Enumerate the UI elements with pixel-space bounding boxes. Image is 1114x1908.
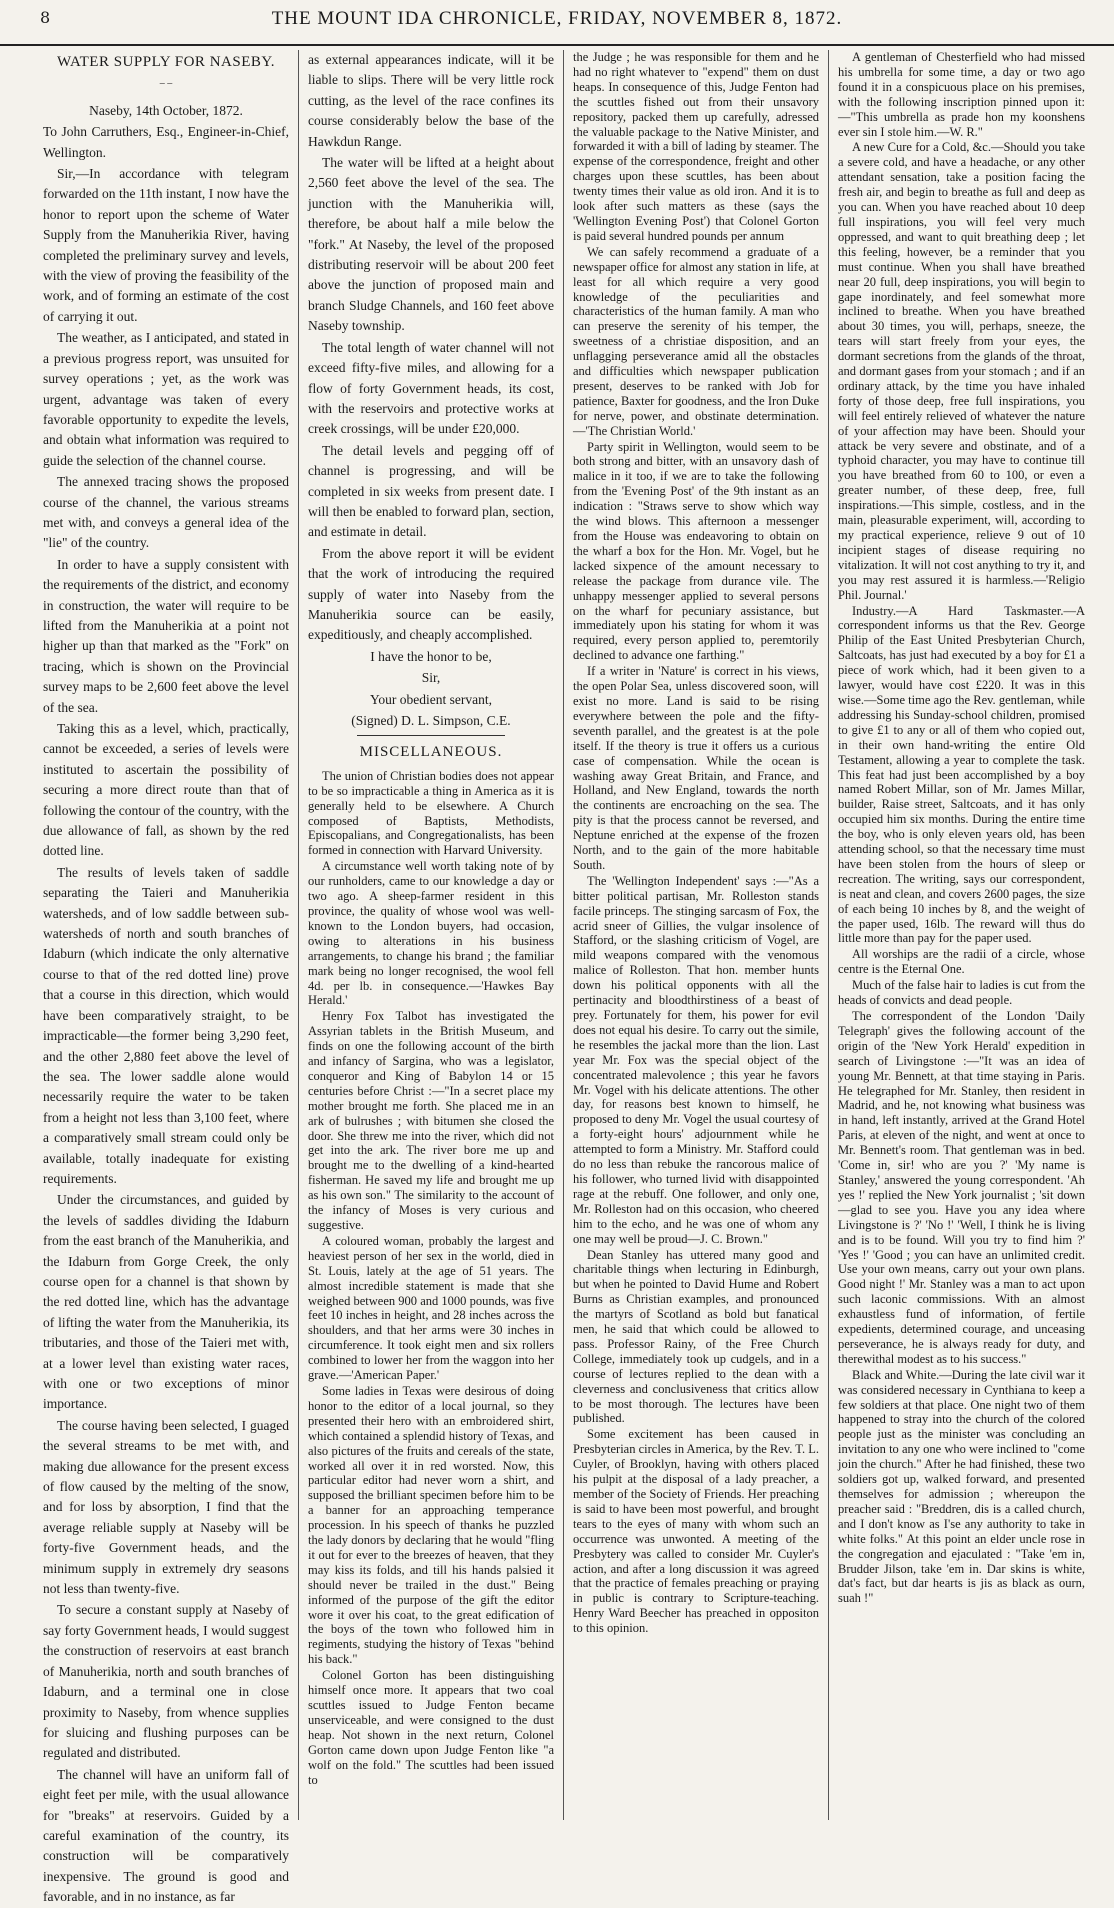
paragraph: The weather, as I anticipated, and stated in a previous progress report, was unsuited for survey operations ; yet, as the work was urgent, advantage was taken of every favorable opportunity to expedite the levels, and obtain what information was required to guide the selection of the channel course. — [43, 330, 289, 468]
paragraph: Industry.—A Hard Taskmaster.—A correspondent informs us that the Rev. George Philip of the East United Presbyterian Church, Saltcoats, has just had executed by a boy for £1 a piece of work which, had it been given to a lawyer, would have cost £220. It was in this wise.—Some time ago the Rev. gentleman, while addressing his Sunday-school children, promised to give £1 to any or all of them who copied out, in their own hand-writing the entire Old Testament, allowing a year to complete the task. This feat had just been accomplished by a boy named Robert Millar, son of Mr. James Millar, builder, Raise street, Saltcoats, and it has only occupied him six months. During the entire time the boy, who is only eleven years old, has been attending school, so that the necessary time must have been stolen from the hours of sleep or recreation. The writing, says our correspondent, is neat and clean, and covers 2600 pages, the size of each being 10 inches by 8, and the weight of the paper used, 16lb. The reward will thus do little more than pay for the paper used. — [838, 603, 1085, 946]
article-columns — [34, 50, 1094, 1905]
paragraph: In order to have a supply consistent with the requirements of the district, and economy in construction, the water will require to be lifted from the Manuherikia at a point not higher up than that marked as the "Fork" on tracing, which is shown on the Provincial survey maps to be 2,600 feet above the level of the sea. — [43, 556, 289, 715]
paragraph: The detail levels and pegging off of channel is progressing, and will be completed in six weeks from present date. I will then be enabled to forward plan, section, and estimate in detail. — [308, 442, 554, 540]
paragraph: The 'Wellington Independent' says :—"As a bitter political partisan, Mr. Rolleston stands facile princeps. The stinging sarcasm of Fox, the acrid sneer of Gillies, the vulgar insolence of Stafford, or the slashing criticism of Vogel, are mild weapons compared with the venomous malice of Rolleston. That hon. member hunts down his political opponents with all the pertinacity and bloodthirstiness of a beast of prey. Fortunately for them, his power for evil does not equal his desire. To carry out the simile, he resembles the jackal more than the lion. Last year Mr. Fox was the special object of the concentrated malevolence ; this year he favors Mr. Vogel with his delicate attentions. The other day, for reasons best known to himself, he proposed to deny Mr. Vogel the usual courtesy of a forty-eight hours' adjournment while he attempted to form a Ministry. Mr. Stafford could do no less than rebuke the rancorous malice of his follower, who turned livid with disappointed rage at the rebuff. One follower, and only one, Mr. Rolleston had on this occasion, who cheered him to the echo, and he was one of whom any one may well be proud—J. C. Brown." — [573, 873, 819, 1246]
paragraph: The annexed tracing shows the proposed course of the channel, the various streams met with, and conveys a general idea of the "lie" of the country. — [43, 474, 289, 551]
paragraph: We can safely recommend a graduate of a newspaper office for almost any station in life, at least for all which require a very good knowledge of the peculiarities and characteristics of the human family. A man who can preserve the serenity of his temper, the sweetness of a christiae disposition, and an unflagging perseverance amid all the obstacles and difficulties which newspaper publication present, deserves to be ranked with Job for patience, Baxter for goodness, and the Iron Duke for nerve, power, and obstinate determination.—'The Christian World.' — [573, 244, 819, 438]
paragraph: The water will be lifted at a height about 2,560 feet above the level of the sea. The junction with the Manuherikia will, therefore, be about half a mile below the "fork." At Naseby, the level of the proposed distributing reservoir will be about 200 feet above the junction of proposed main and branch Sludge Channels, and 160 feet above Naseby township. — [308, 155, 554, 334]
paragraph: Party spirit in Wellington, would seem to be both strong and bitter, with an unsavory dash of malice in it too, if we are to take the following from the 'Evening Post' of the 9th instant as an indication : "Straws serve to show which way the wind blows. This afternoon a messenger from the House was endeavoring to obtain on the wharf a box for the Hon. Mr. Vogel, but he lacked sixpence of the amount necessary to release the package from durance vile. The unhappy messenger applied to several persons on the wharf for pecuniary assistance, but immediately upon his stating for whom it was required, every person applied to, peremtorily declined to advance one farthing." — [573, 439, 819, 663]
paragraph: A coloured woman, probably the largest and heaviest person of her sex in the world, died in St. Louis, lately at the age of 51 years. The almost incredible statement is made that she weighed between 900 and 1000 pounds, was five feet 10 inches in height, and 28 inches across the shoulders, and that her arms were 30 inches in circumference. It took eight men and six rollers combined to lower her from the waggon into her grave.—'American Paper.' — [308, 1233, 554, 1383]
section-title-miscellaneous: MISCELLANEOUS. — [359, 744, 503, 761]
water-supply-body-1 — [43, 164, 289, 1908]
paragraph: the Judge ; he was responsible for them and he had no right whatever to "expend" them on dust heaps. In consequence of this, Judge Fenton had the scuttles fished out from their unsavory repository, packed them up carefully, adressed the valuable package to the Native Minister, and forwarded it with a bill of lading by steamer. The expense of the correspondence, freight and other charges upon these scuttles, has been about twenty times their value as old iron. And it is to look after such matters as these (says the 'Wellington Evening Post') that Colonel Gorton is paid several hundred pounds per annum — [573, 50, 819, 243]
paragraph: as external appearances indicate, will it be liable to slips. There will be very little rock cutting, as the level of the race confines its course considerably below the base of the Hawkdun Range. — [308, 52, 554, 149]
page-header — [0, 0, 1114, 46]
water-supply-body-2 — [308, 50, 554, 731]
paragraph: All worships are the radii of a circle, whose centre is the Eternal One. — [838, 947, 1085, 977]
paragraph: Colonel Gorton has been distinguishing himself once more. It appears that two coal scuttles issued to Judge Fenton became unserviceable, and were consigned to the dust heap. Not shown in the next return, Colonel Gorton came down upon Judge Fenton like "a wolf on the fold." The scuttles had been issued to — [308, 1668, 554, 1787]
column-4 — [829, 50, 1094, 1820]
title-ornament: – – — [159, 78, 173, 90]
section-divider — [357, 735, 505, 736]
paragraph: Henry Fox Talbot has investigated the Assyrian tablets in the British Museum, and finds on one the following account of the birth and infancy of Sargina, who was a legislator, conqueror and King of Babylon 14 or 15 centuries before Christ :—"In a secret place my mother brought me forth. She placed me in an ark of bulrushes ; with bitumen she closed the door. She threw me into the river, which did not get into the ark. The river bore me up and brought me to the dwelling of a kind-hearted fisherman. He saved my life and brought me up as his own son." The similarity to the account of the infancy of Moses is very curious and suggestive. — [308, 1009, 554, 1232]
masthead: THE MOUNT IDA CHRONICLE, FRIDAY, NOVEMBER 8, 1872. — [271, 8, 843, 29]
paragraph: Taking this as a level, which, practically, cannot be exceeded, a series of levels were instituted to ascertain the possibility of securing a more direct route than that of following the contour of the country, with the due allowance of fall, as shown by the red dotted line. — [43, 721, 289, 859]
closing-line: I have the honor to be, — [370, 648, 492, 664]
paragraph: From the above report it will be evident that the work of introducing the required supply of water into Naseby from the Manuherikia source can be easily, expeditiously, and cheaply accomplished. — [308, 545, 554, 643]
closing-line: Sir, — [421, 670, 441, 686]
paragraph: Sir,—In accordance with telegram forwarded on the 11th instant, I now have the honor to report upon the scheme of Water Supply from the Manuherikia River, having completed the preliminary survey and levels, with the view of proving the feasibility of the work, and of forming an estimate of the cost of carrying it out. — [43, 166, 289, 324]
paragraph: The results of levels taken of saddle separating the Taieri and Manuherikia watersheds, and of low saddle between sub-watersheds of north and south branches of Idaburn (which indicate the only alternative course to that of the red dotted line) prove that a course in this direction, which would have been comparatively straight, to be impracticable—the former being 3,290 feet, and the other 2,880 feet above the level of the sea. The lower saddle alone would necessarily require the water to be taken from a height not less than 3,100 feet, where a comparatively small stream could only be available, totally inadequate for existing requirements. — [43, 864, 289, 1186]
paragraph: Much of the false hair to ladies is cut from the heads of convicts and dead people. — [838, 978, 1085, 1008]
paragraph: If a writer in 'Nature' is correct in his views, the open Polar Sea, unless discovered soon, will exist no more. Land is said to be rising everywhere between the pole and the fifty-seventh parallel, and the greatest is at the pole itself. If the theory is true it offers us a curious case of compensation. While the ocean is washing away Great Britain, and France, and Holland, and New England, towards the north the continents are encroaching on the sea. The pity is that the process cannot be reversed, and Neptune enriched at the expense of the frozen North, and to the gain of the more habitable South. — [573, 664, 819, 872]
article-title-water-supply: WATER SUPPLY FOR NASEBY. — [56, 54, 276, 70]
paragraph: Under the circumstances, and guided by the levels of saddles dividing the Idaburn from the east branch of the Manuherikia, and the Idaburn from Gorge Creek, the only course open for a channel is that shown by the red dotted line, which has the advantage of lifting the water from the Manuherikia, its tributaries, and those of the Taieri met with, at a lower level than existing water races, with one or two exceptions of minor importance. — [43, 1192, 289, 1412]
paragraph: The union of Christian bodies does not appear to be so impracticable a thing in America as it is generally held to be elsewhere. A Church composed of Baptists, Methodists, Episcopalians, and Congregationalists, has been formed in connection with Harvard University. — [308, 768, 554, 858]
paragraph: A gentleman of Chesterfield who had missed his umbrella for some time, a day or two ago found it in a conspicuous place on his premises, with the following inscription pinned upon it:—"This umbrella as prade hon my koonshens ever sin I stole him.—W. R." — [838, 50, 1085, 139]
paragraph: The total length of water channel will not exceed fifty-five miles, and allowing for a flow of forty Government heads, its cost, with the reservoirs and protective works at creek crossings, will be under £20,000. — [308, 339, 554, 437]
article-addressee: To John Carruthers, Esq., Engineer-in-Chief, Wellington. — [43, 124, 289, 160]
signature: (Signed) D. L. Simpson, C.E. — [351, 713, 511, 728]
column-2 — [299, 50, 564, 1820]
column-3 — [564, 50, 829, 1820]
paragraph: The correspondent of the London 'Daily Telegraph' gives the following account of the origin of the 'New York Herald' expedition in search of Livingstone :—"It was an idea of young Mr. Bennett, at that time staying in Paris. He telegraphed for Mr. Stanley, then resident in Madrid, and he, not knowing what business was in hand, left instantly, arrived at the Grand Hotel Paris, at eleven of the night, and went at once to Mr. Bennett's room. That gentleman was in bed. 'Come in, sir! who are you ?' 'My name is Stanley,' answered the young correspondent. 'Ah yes !' replied the New York journalist ; 'sit down—glad to see you. Have you any idea where Livingstone is ?' 'No !' 'Well, I think he is living and is to be found. Will you try to find him ?' 'Yes !' 'Good ; you can have an unlimited credit. Use your own means, carry out your own plans. Good night !' Mr. Stanley was a man to act upon such laconic commissions. With an almost exhaustless fund of information, of fertile expedients, determined courage, and unceasing perseverance, he is always ready for duty, and therewithal modest as to his success." — [838, 1009, 1085, 1366]
paragraph: A new Cure for a Cold, &c.—Should you take a severe cold, and have a headache, or any other attendant sensation, take a position facing the fresh air, and begin to breathe as full and deep as you can. When you have reached about 10 deep full inspirations, you will feel very much oppressed, and want to quit breathing deep ; let this feeling, however, be a reminder that you must continue. When you shall have breathed near 20 full, deep inspirations, you will begin to gape inordinately, and feel somewhat more inclined to breathe. When you have breathed about 30 times, you will, perhaps, sneeze, the tears will start freely from your eyes, the dormant secretions from the glands of the throat, and dormant gases from your stomach ; and if an ordinary attack, by the time you have inhaled forty of those deep, free full inspirations, you will feel entirely relieved of whatever the nature of your affection may have been. Should your attack be very severe and obstinate, and of a typhoid character, you may have to continue till you have breathed from 60 to 100, or even a greater number, of these deep, free, full inspirations.—This simple, costless, and in the main, pleasurable experiment, will, according to my practical experience, relieve 9 out of 10 incipient stages of disease requiring no vitalization. It will not cost anything to try it, and you may rest assured it is harmless.—'Religio Phil. Journal.' — [838, 140, 1085, 602]
paragraph: Some ladies in Texas were desirous of doing honor to the editor of a local journal, so they presented their hero with an embroidered shirt, which contained a splendid history of Texas, and also pictures of the fruits and cereals of the state, worked all over it in red worsted. Now, this particular editor had never worn a shirt, and supposed the brilliant specimen before him to be a banner for an approaching temperance procession. In his speech of thanks he puzzled the lady donors by declaring that he would "fling it out for ever to the breezes of heaven, that they may kiss its folds, and till his hands palsied it should never be trailed in the dust." Being informed of the purpose of the gift the editor wore it over his coat, to the great edification of the boys of the town who followed him in regiments, studying the history of Texas "behind his back." — [308, 1383, 554, 1667]
closing-line: Your obedient servant, — [370, 691, 492, 707]
paragraph: A circumstance well worth taking note of by our runholders, came to our knowledge a day or two ago. A sheep-farmer resident in this province, the quality of whose wool was well-known to the London buyers, had occasion, owing to alterations in his business arrangements, to change his brand ; the familiar mark being no longer recognised, the wool fell 4d. per lb. in consequence.—'Hawkes Bay Herald.' — [308, 859, 554, 1008]
paragraph: Black and White.—During the late civil war it was considered necessary in Cynthiana to keep a few soldiers at that place. One night two of them happened to stray into the church of the colored people just as the minister was concluding an invitation to any one who were inclined to "come join the church." After he had finished, these two soldiers got up, walked forward, and presented themselves for admission ; whereupon the preacher said : "Breddren, dis is a called church, and I don't know as I'se any authority to take in white folks." At this point an elder uncle rose in the congregation and ejaculated : "Take 'em in, Brudder Jilson, take 'em in. Dar skins is white, dat's fact, but dar hearts is jis as black as ourn, suah !" — [838, 1367, 1085, 1606]
page-number: 8 — [40, 8, 51, 27]
miscellaneous-body-1 — [308, 769, 554, 1788]
paragraph: To secure a constant supply at Naseby of say forty Government heads, I would suggest the construction of reservoirs at east branch of Manuherikia, north and south branches of Idaburn, and a terminal one in close proximity to Naseby, from whence supplies for sluicing and flushing purposes can be regulated and distributed. — [43, 1602, 289, 1761]
paragraph: The course having been selected, I guaged the several streams to be met with, and making due allowance for the present excess of flow caused by the melting of the snow, and for loss by absorption, I find that the average reliable supply at Naseby will be forty-five Government heads, and the minimum supply in extremely dry seasons not less than twenty-five. — [43, 1417, 289, 1597]
paragraph: The channel will have an uniform fall of eight feet per mile, with the usual allowance for "breaks" at reservoirs. Guided by a careful examination of the country, its construction will be comparatively inexpensive. The ground is good and favorable, and in no instance, as far — [43, 1766, 289, 1905]
paragraph: Dean Stanley has uttered many good and charitable things when lecturing in Edinburgh, but when he pointed to David Hume and Robert Burns as Christian examples, and pronounced the martyrs of Scotland as bold but fanatical men, he said that which could be allowed to pass. Professor Rainy, of the Free Church College, immediately took up cudgels, and in a course of lectures replied to the dean with a cleverness and conclusiveness that critics allow to be most thorough. The lectures have been published. — [573, 1247, 819, 1426]
article-dateline: Naseby, 14th October, 1872. — [89, 102, 243, 118]
paragraph: Some excitement has been caused in Presbyterian circles in America, by the Rev. T. L. Cuyler, of Brooklyn, having with others placed his pulpit at the disposal of a lady preacher, a member of the Society of Friends. Her preaching is said to have been most powerful, and brought tears to the eyes of many with whom such an occurrence was unwonted. A meeting of the Presbytery was called to consider Mr. Cuyler's action, and after a long discussion it was agreed that the practice of females preaching or praying in public is contrary to Scripture-teaching. Henry Ward Beecher has preached in oppositon to this opinion. — [573, 1427, 819, 1636]
column-1 — [34, 50, 299, 1905]
